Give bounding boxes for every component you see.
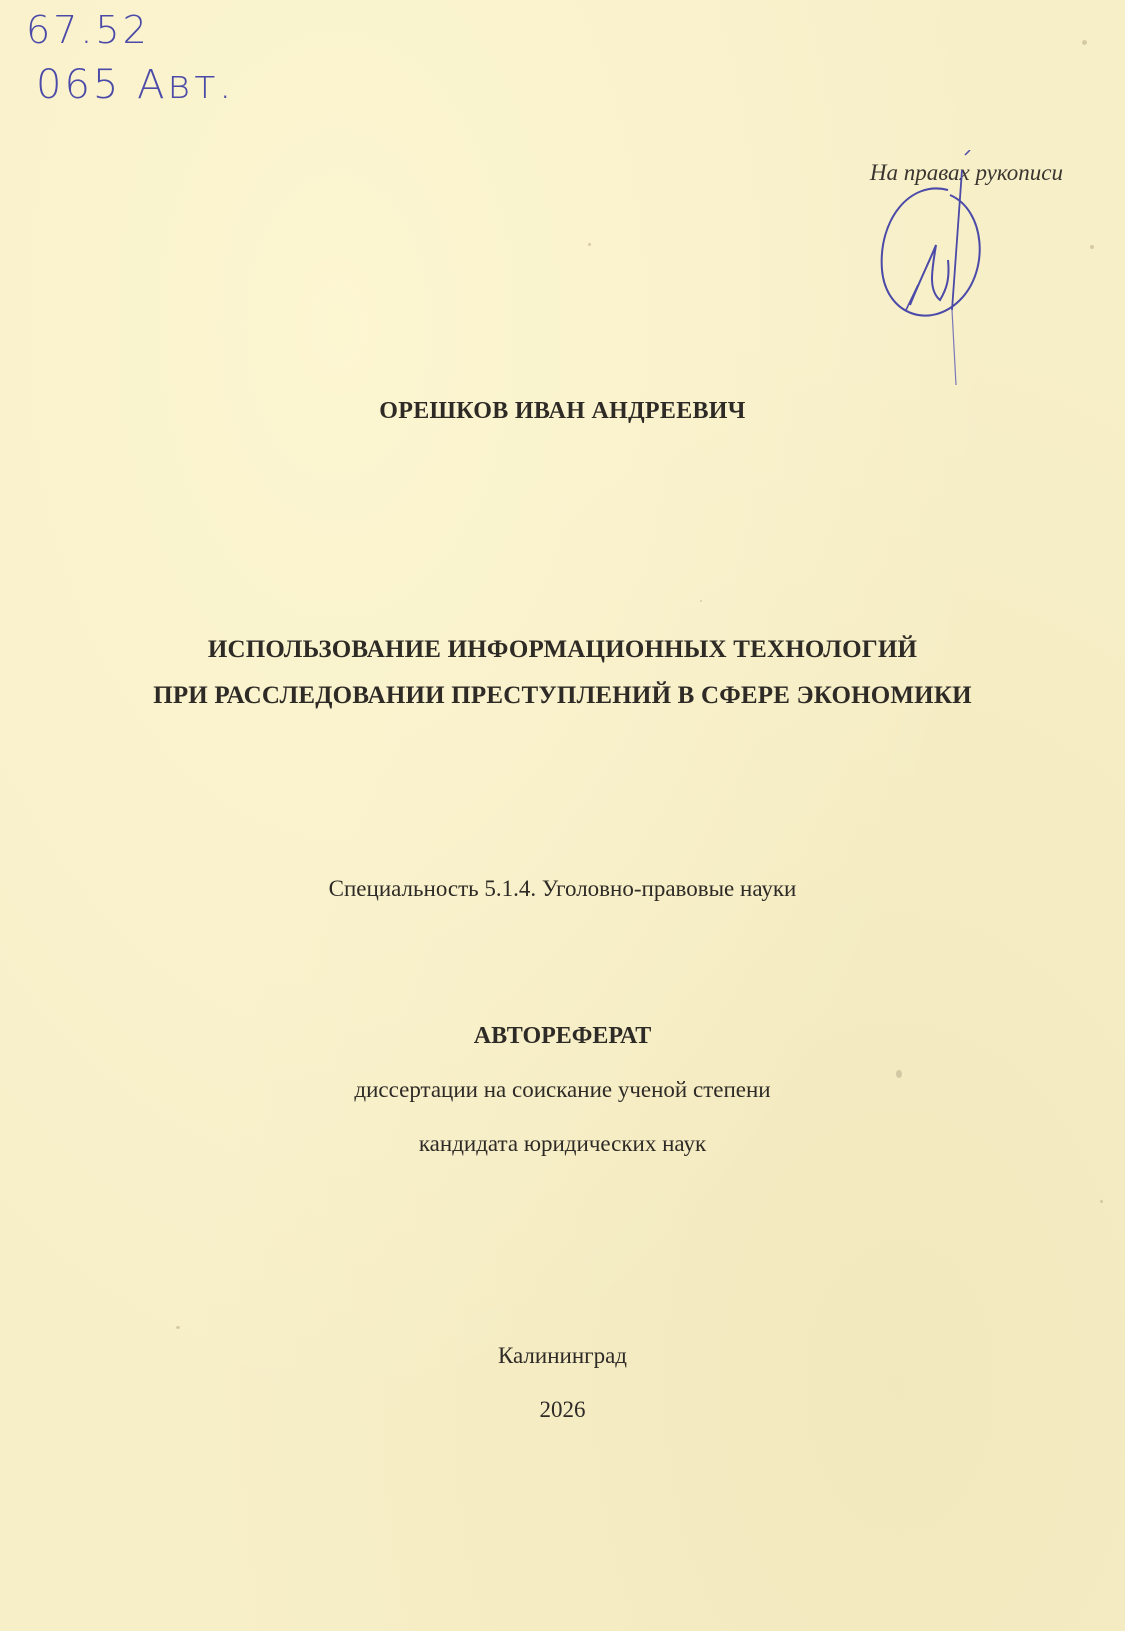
publication-year: 2026	[539, 1397, 586, 1422]
handwritten-shelf-code: 67.52	[26, 8, 150, 52]
paper-speck	[1082, 40, 1087, 45]
paper-speck	[700, 600, 702, 602]
paper-speck	[588, 243, 591, 246]
paper-speck	[1100, 1200, 1103, 1203]
paper-speck	[176, 1326, 180, 1329]
document-type-heading: АВТОРЕФЕРАТ	[473, 1023, 652, 1049]
degree-line-1: диссертации на соискание ученой степени	[354, 1077, 771, 1102]
dissertation-title-line-2: ПРИ РАССЛЕДОВАНИИ ПРЕСТУПЛЕНИЙ В СФЕРЕ ЭКОНОМИКИ	[153, 682, 972, 709]
handwritten-index-note: 065 Авт.	[36, 62, 235, 108]
dissertation-title-line-1: ИСПОЛЬЗОВАНИЕ ИНФОРМАЦИОННЫХ ТЕХНОЛОГИЙ	[207, 636, 918, 663]
manuscript-rights-note: На правах рукописи	[869, 160, 1063, 185]
signature-icon	[870, 150, 1000, 390]
author-name: ОРЕШКОВ ИВАН АНДРЕЕВИЧ	[379, 398, 746, 424]
city-name: Калининград	[497, 1343, 627, 1368]
paper-speck	[896, 1070, 902, 1078]
degree-line-2: кандидата юридических наук	[418, 1131, 707, 1156]
specialty-line: Специальность 5.1.4. Уголовно-правовые науки	[328, 876, 797, 901]
paper-speck	[1090, 245, 1094, 249]
